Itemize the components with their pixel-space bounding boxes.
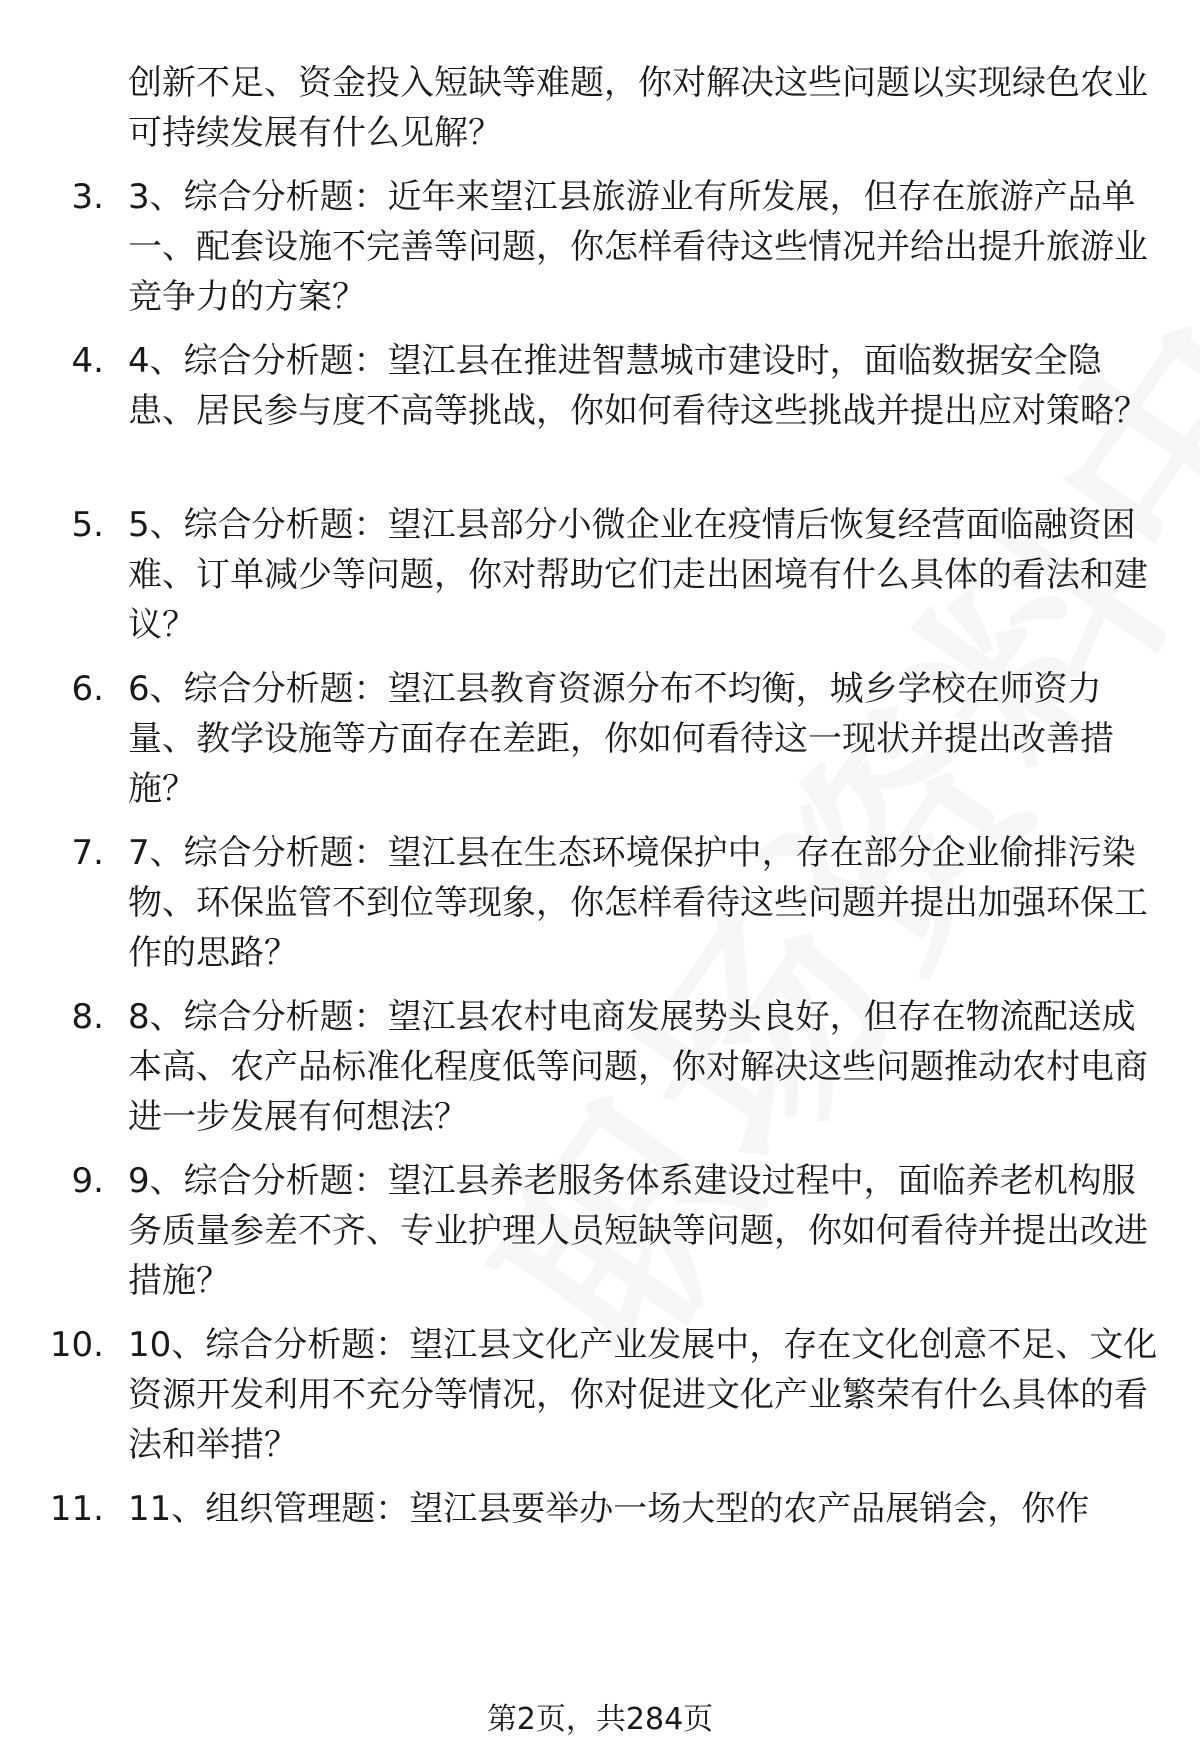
lead-paragraph: 创新不足、资金投入短缺等难题，你对解决这些问题以实现绿色农业可持续发展有什么见解？ — [128, 63, 1148, 153]
list-item-number: 6. — [71, 669, 104, 709]
list-item-number: 7. — [71, 833, 104, 873]
list-item-number: 4. — [71, 341, 104, 381]
list-item-text: 4、综合分析题：望江县在推进智慧城市建设时，面临数据安全隐患、居民参与度不高等挑战，你如何看待这些挑战并提出应对策略？ — [128, 341, 1148, 431]
list-item-text: 9、综合分析题：望江县养老服务体系建设过程中，面临养老机构服务质量参差不齐、专业护理人员短缺等问题，你如何看待并提出改进措施？ — [128, 1161, 1148, 1301]
list-item-text: 7、综合分析题：望江县在生态环境保护中，存在部分企业偷排污染物、环保监管不到位等现象，你怎样看待这些问题并提出加强环保工作的思路？ — [128, 833, 1148, 973]
list-item-number: 3. — [71, 177, 104, 217]
list-item-text: 8、综合分析题：望江县农村电商发展势头良好，但存在物流配送成本高、农产品标准化程度低等问题，你对解决这些问题推动农村电商进一步发展有何想法？ — [128, 997, 1148, 1137]
list-item-number: 5. — [71, 505, 104, 545]
list-item-text: 6、综合分析题：望江县教育资源分布不均衡，城乡学校在师资力量、教学设施等方面存在差距，你如何看待这一现状并提出改善措施？ — [128, 669, 1114, 809]
list-item-text: 5、综合分析题：望江县部分小微企业在疫情后恢复经营面临融资困难、订单减少等问题，你对帮助它们走出困境有什么具体的看法和建议？ — [128, 505, 1148, 645]
list-item-number: 8. — [71, 997, 104, 1037]
list-item-text: 11、组织管理题：望江县要举办一场大型的农产品展销会，你作 — [128, 1489, 1090, 1529]
list-item-number: 11. — [49, 1489, 104, 1529]
page-footer: 第2页，共284页 — [486, 1702, 714, 1737]
list-item-number: 10. — [49, 1325, 104, 1365]
list-item-text: 10、综合分析题：望江县文化产业发展中，存在文化创意不足、文化资源开发利用不充分等情况，你对促进文化产业繁荣有什么具体的看法和举措？ — [128, 1325, 1158, 1465]
list-item-number: 9. — [71, 1161, 104, 1201]
list-item-text: 3、综合分析题：近年来望江县旅游业有所发展，但存在旅游产品单一、配套设施不完善等问题，你怎样看待这些情况并给出提升旅游业竞争力的方案？ — [128, 177, 1148, 317]
